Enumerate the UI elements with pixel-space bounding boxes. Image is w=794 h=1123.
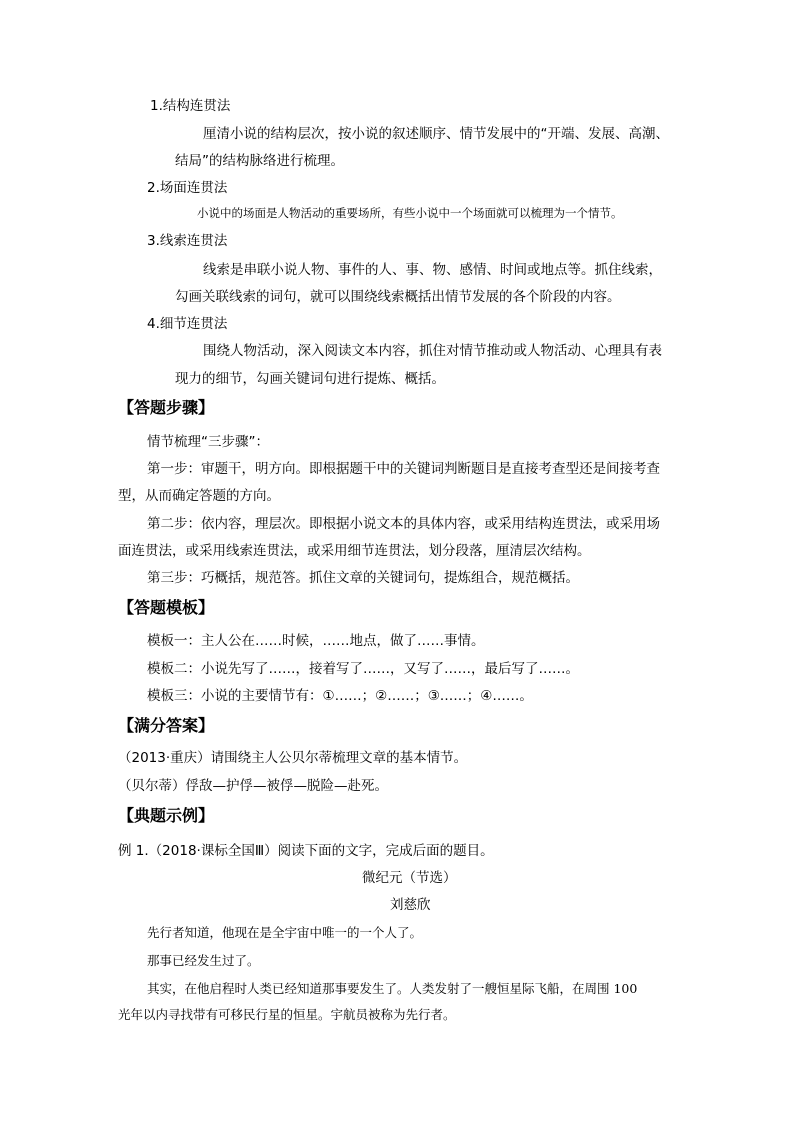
passage-paragraph: 那事已经发生过了。: [147, 953, 260, 968]
method-3-line-1: 线索是串联小说人物、事件的人、事、物、感情、时间或地点等。抓住线索，: [203, 262, 662, 278]
passage-paragraph: 其实，在他启程时人类已经知道那事要发生了。人类发射了一艘恒星际飞船，在周围 100: [147, 981, 638, 996]
method-1-title: 1.结构连贯法: [150, 98, 231, 114]
example-heading: 【典题示例】: [118, 806, 215, 825]
passage-author: 刘慈欣: [390, 897, 431, 913]
method-1-line-2: 结局”的结构脉络进行梳理。: [175, 153, 344, 169]
template-item: 模板二：小说先写了……，接着写了……，又写了……，最后写了……。: [147, 661, 579, 677]
method-3-title: 3.线索连贯法: [147, 233, 228, 249]
passage-paragraph: 先行者知道，他现在是全宇宙中唯一的一个人了。: [147, 925, 423, 940]
template-item: 模板三：小说的主要情节有：①……；②……；③……；④……。: [147, 688, 533, 704]
steps-line: 第三步：巧概括，规范答。抓住文章的关键词句，提炼组合，规范概括。: [147, 570, 579, 586]
steps-line: 型，从而确定答题的方向。: [118, 488, 280, 504]
passage-paragraph: 光年以内寻找带有可移民行星的恒星。宇航员被称为先行者。: [118, 1007, 456, 1022]
answer-text: （贝尔蒂）俘敌—护俘—被俘—脱险—赴死。: [118, 778, 388, 794]
example-intro: 例 1.（2018·课标全国Ⅲ）阅读下面的文字，完成后面的题目。: [118, 843, 494, 859]
method-4-title: 4.细节连贯法: [147, 316, 228, 332]
method-2-line-1: 小说中的场面是人物活动的重要场所，有些小说中一个场面就可以梳理为一个情节。: [197, 206, 623, 220]
method-1-line-1: 厘清小说的结构层次，按小说的叙述顺序、情节发展中的“开端、发展、高潮、: [203, 126, 669, 142]
steps-heading: 【答题步骤】: [118, 398, 215, 417]
method-4-line-2: 现力的细节，勾画关键词句进行提炼、概括。: [175, 371, 445, 387]
steps-line: 第一步：审题干，明方向。即根据题干中的关键词判断题目是直接考查型还是间接考查: [147, 461, 660, 477]
passage-title: 微纪元（节选）: [362, 870, 457, 886]
method-3-line-2: 勾画关联线索的词句，就可以围绕线索概括出情节发展的各个阶段的内容。: [175, 289, 621, 305]
template-item: 模板一：主人公在……时候，……地点，做了……事情。: [147, 633, 485, 649]
answer-heading: 【满分答案】: [118, 716, 215, 735]
method-2-title: 2.场面连贯法: [147, 180, 228, 196]
method-4-line-1: 围绕人物活动，深入阅读文本内容，抓住对情节推动或人物活动、心理具有表: [203, 343, 662, 359]
templates-heading: 【答题模板】: [118, 598, 215, 617]
answer-question: （2013·重庆）请围绕主人公贝尔蒂梳理文章的基本情节。: [118, 750, 468, 766]
steps-line: 第二步：依内容，理层次。即根据小说文本的具体内容，或采用结构连贯法，或采用场: [147, 516, 660, 532]
steps-line: 面连贯法，或采用线索连贯法，或采用细节连贯法，划分段落，厘清层次结构。: [118, 543, 591, 559]
steps-intro: 情节梳理“三步骤”：: [147, 434, 269, 450]
